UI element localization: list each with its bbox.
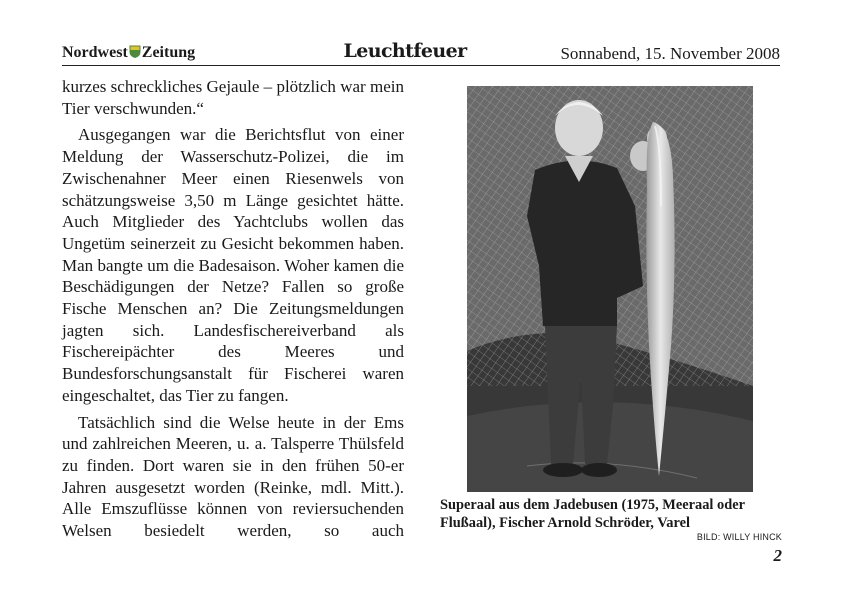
photo-caption: Superaal aus dem Jadebusen (1975, Meeraal oder Flußaal), Fischer Arnold Schröder, Varel bbox=[440, 497, 745, 532]
photo-credit: BILD: WILLY HINCK bbox=[696, 532, 782, 542]
brand-name-right: Zeitung bbox=[141, 44, 196, 61]
section-title: Leuchtfeuer bbox=[343, 40, 467, 62]
brand-name-left: Nordwest bbox=[62, 44, 128, 61]
masthead bbox=[62, 40, 780, 66]
article-paragraph-1: kurzes schreckliches Gejaule – plötzlich war mein Tier verschwunden.“ bbox=[62, 77, 404, 118]
page-number: 2 bbox=[773, 546, 782, 565]
article-paragraph-3: Tatsächlich sind die Welse heute in der Ems und zahlreichen Meeren, u. a. Talsperre Thülsfeld zu finden. Dort waren sie in den frühen 50-er Jahren ausgesetzt worden (Reinke, mdl. Mitt.). Alle Emszuflüsse können von reviersuchenden Welsen besiedelt werden, so auch bbox=[62, 412, 404, 541]
newspaper-brand[interactable] bbox=[62, 44, 195, 62]
header-rule bbox=[62, 65, 780, 66]
article-paragraph-2: Ausgegangen war die Berichtsflut von einer Meldung der Wasserschutz-Polizei, die im Zwischenahner Meer einen Riesenwels von schätzungsweise 3,50 m Länge gesichtet hätte. Auch Mitglieder des Yachtclubs wollen das Ungetüm seinerzeit zu Gesicht bekommen haben. Man bangte um die Badesaison. Woher kamen die Beschädigungen der Netze? Fallen so große Fische Menschen an? Die Zeitungsmeldungen jagten sich. Landesfischereiverband als Fischereipächter des Meeres und Bundesforschungsanstalt für Fischerei waren eingeschaltet, das Tier zu fangen. bbox=[62, 125, 404, 405]
issue-date: Sonnabend, 15. November 2008 bbox=[560, 44, 780, 63]
crest-icon bbox=[129, 45, 141, 58]
eel-photo bbox=[467, 86, 753, 492]
article-column bbox=[62, 76, 404, 547]
